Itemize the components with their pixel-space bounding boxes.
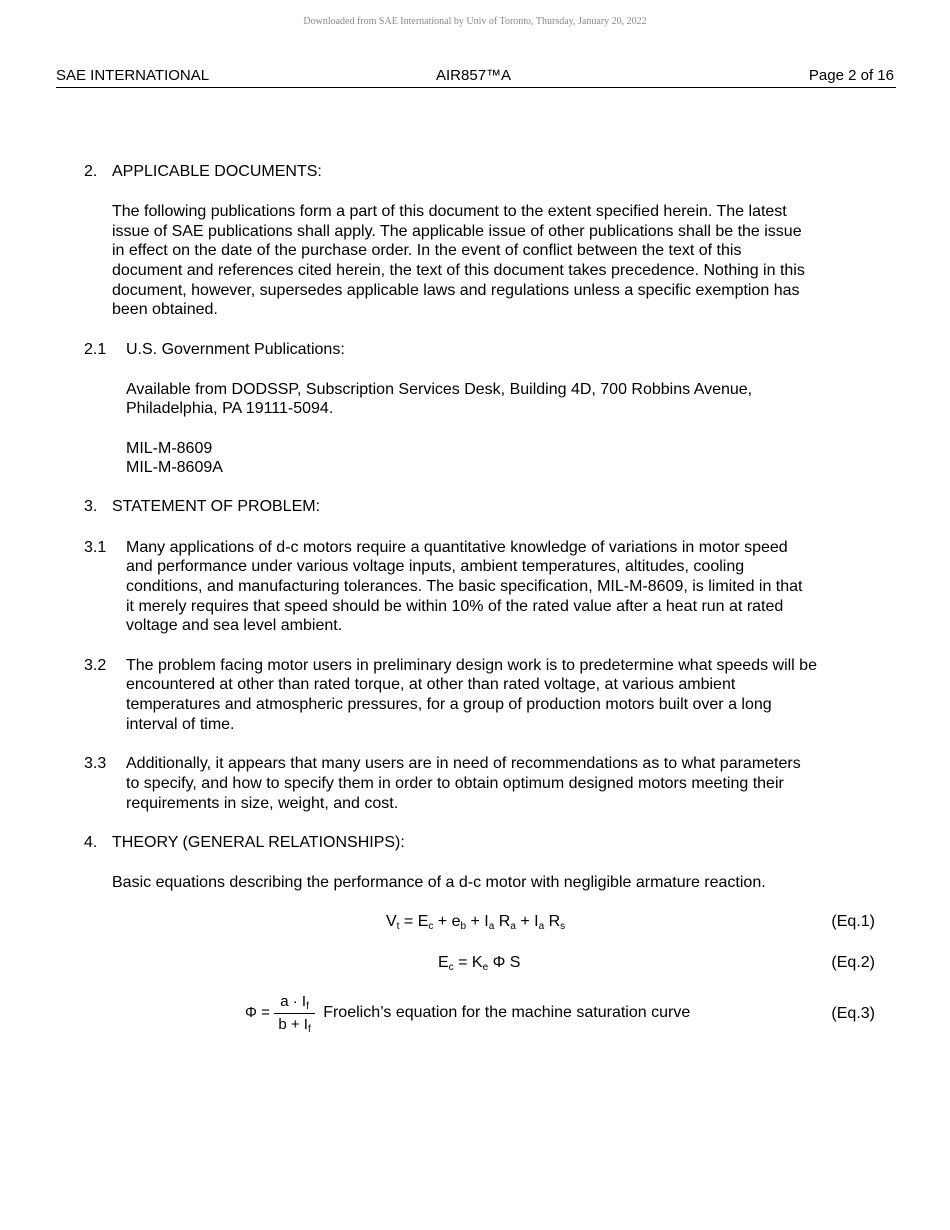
section-2-number: 2. (84, 163, 98, 180)
header-page-number: Page 2 of 16 (808, 67, 894, 84)
eq-subscript: a (510, 921, 516, 932)
paragraph-line: to specify, and how to specify them in order to obtain optimum designed motors meeting their (126, 775, 784, 792)
eq-subscript: t (396, 921, 400, 932)
eq-symbol: a · I (280, 992, 307, 1010)
section-3-title: STATEMENT OF PROBLEM: (112, 498, 321, 515)
watermark: Downloaded from SAE International by Univ of Toronto, Thursday, January 20, 2022 (303, 16, 647, 27)
eq-subscript: c (428, 921, 434, 932)
eq-subscript: b (460, 921, 467, 932)
eq-symbol: b + I (278, 1015, 308, 1033)
fraction (274, 993, 314, 1034)
equation-1 (386, 912, 565, 932)
eq-symbol: E (417, 913, 429, 930)
paragraph-line: issue of SAE publications shall apply. The applicable issue of other publications shall be the issue (112, 223, 802, 240)
paragraph-line: temperatures and atmospheric pressures, for a group of production motors built over a long (126, 696, 772, 713)
eq-symbol: E (438, 954, 449, 971)
paragraph-line: in effect on the date of the purchase order. In the event of conflict between the text of this (112, 242, 742, 259)
section-3-number: 3. (84, 498, 98, 515)
header-left: SAE INTERNATIONAL (56, 67, 210, 84)
eq-symbol: V (386, 913, 397, 930)
eq-symbol: K (471, 954, 483, 971)
paragraph-line: been obtained. (112, 301, 218, 318)
section-4-intro: Basic equations describing the performance of a d-c motor with negligible armature reaction. (112, 874, 766, 891)
section-4-number: 4. (84, 834, 98, 851)
paragraph-line: The problem facing motor users in preliminary design work is to predetermine what speeds will be (126, 657, 817, 674)
eq-symbol: I (484, 913, 489, 930)
equation-2 (438, 953, 520, 973)
document-item: MIL-M-8609A (126, 459, 223, 476)
paragraph-line: voltage and sea level ambient. (126, 617, 343, 634)
paragraph-line: requirements in size, weight, and cost. (126, 795, 399, 812)
eq-symbol: Φ = (245, 1004, 270, 1021)
eq-symbol: R (498, 913, 511, 930)
paragraph-line: and performance under various voltage inputs, ambient temperatures, altitudes, cooling (126, 558, 745, 575)
eq-subscript: a (488, 921, 495, 932)
eq-operator: + (466, 913, 485, 930)
paragraph-line: Philadelphia, PA 19111-5094. (126, 400, 334, 417)
section-2-1-title: U.S. Government Publications: (126, 341, 345, 358)
eq-operator: = (399, 913, 418, 930)
eq-subscript: a (538, 921, 545, 932)
equation-3-label: (Eq.3) (831, 1005, 875, 1022)
eq-subscript: f (307, 1023, 311, 1035)
section-3-1-number: 3.1 (84, 539, 107, 556)
paragraph-line: conditions, and manufacturing tolerances. The basic specification, MIL-M-8609, is limited in that (126, 578, 803, 595)
paragraph-line: Available from DODSSP, Subscription Services Desk, Building 4D, 700 Robbins Avenue, (126, 381, 753, 398)
section-2-title: APPLICABLE DOCUMENTS: (112, 163, 322, 180)
paragraph-line: document, however, supersedes applicable laws and regulations unless a specific exemption has (112, 282, 800, 299)
equation-3 (245, 992, 690, 1034)
section-3-3-number: 3.3 (84, 755, 107, 772)
section-2-1-number: 2.1 (84, 341, 107, 358)
header-document-number: AIR857™A (436, 67, 512, 84)
eq-subscript: s (560, 921, 566, 932)
section-3-2-number: 3.2 (84, 657, 107, 674)
equation-1-label: (Eq.1) (831, 913, 875, 930)
paragraph-line: Many applications of d-c motors require a quantitative knowledge of variations in motor speed (126, 539, 788, 556)
equation-3-description: Froelich’s equation for the machine saturation curve (323, 1004, 691, 1021)
section-4-title: THEORY (GENERAL RELATIONSHIPS): (112, 834, 405, 851)
eq-operator: + (433, 913, 452, 930)
eq-operator: + (515, 913, 535, 930)
paragraph-line: document and references cited herein, the text of this document takes precedence. Nothing in this (112, 262, 805, 279)
eq-subscript: f (306, 1000, 309, 1012)
paragraph-line: encountered at other than rated torque, at other than rated voltage, at various ambient (126, 676, 736, 693)
eq-subscript: e (482, 962, 489, 973)
paragraph-line: it merely requires that speed should be within 10% of the rated value after a heat run at rated (126, 598, 784, 615)
header-rule (56, 87, 896, 88)
eq-symbol: I (534, 913, 539, 930)
eq-symbol: R (548, 913, 561, 930)
eq-subscript: c (448, 962, 454, 973)
eq-symbol: Φ S (488, 954, 521, 971)
fraction-numerator (274, 993, 314, 1014)
paragraph-line: interval of time. (126, 716, 235, 733)
paragraph-line: The following publications form a part of this document to the extent specified herein. The latest (112, 203, 787, 220)
document-item: MIL-M-8609 (126, 440, 213, 457)
fraction-denominator (274, 1014, 314, 1034)
equation-2-label: (Eq.2) (831, 954, 875, 971)
paragraph-line: Additionally, it appears that many users are in need of recommendations as to what parameters (126, 755, 801, 772)
eq-symbol: e (451, 913, 461, 930)
eq-operator: = (453, 954, 472, 971)
